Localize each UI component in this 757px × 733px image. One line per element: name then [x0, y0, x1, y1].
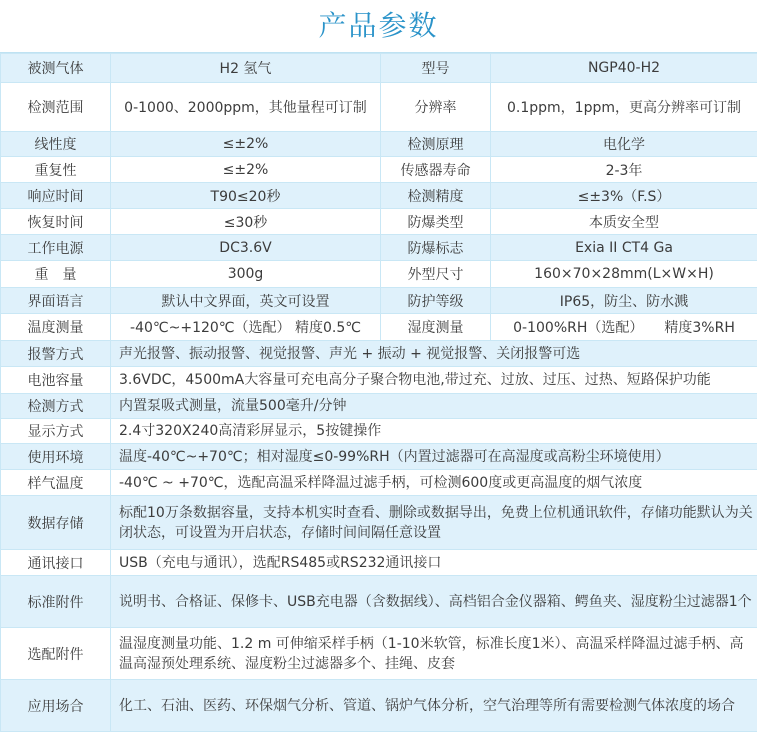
table-row — [1, 444, 757, 470]
table-row — [1, 157, 757, 183]
param-value: 0-100%RH（选配） 精度3%RH — [491, 314, 757, 341]
param-value: ≤±2% — [111, 157, 381, 183]
param-label: 型号 — [381, 54, 491, 83]
param-value: H2 氢气 — [111, 54, 381, 83]
param-label: 检测方式 — [1, 394, 111, 419]
param-label: 防爆标志 — [381, 235, 491, 261]
param-value: 化工、石油、医药、环保烟气分析、管道、锅炉气体分析，空气治理等所有需要检测气体浓度的场合 — [111, 680, 757, 732]
param-value: DC3.6V — [111, 235, 381, 261]
param-value: 0.1ppm，1ppm，更高分辨率可订制 — [491, 83, 757, 132]
param-value: Exia II CT4 Ga — [491, 235, 757, 261]
param-value: 160×70×28mm(L×W×H) — [491, 261, 757, 288]
param-label: 检测范围 — [1, 83, 111, 132]
param-label: 通讯接口 — [1, 550, 111, 576]
param-label: 样气温度 — [1, 470, 111, 496]
table-row — [1, 314, 757, 341]
param-value: USB（充电与通讯），选配RS485或RS232通讯接口 — [111, 550, 757, 576]
table-row — [1, 83, 757, 132]
param-label: 恢复时间 — [1, 209, 111, 235]
params-table — [0, 53, 757, 732]
param-label: 外型尺寸 — [381, 261, 491, 288]
param-label: 温度测量 — [1, 314, 111, 341]
table-row — [1, 470, 757, 496]
param-label: 防护等级 — [381, 288, 491, 314]
param-label: 重 量 — [1, 261, 111, 288]
param-value: 300g — [111, 261, 381, 288]
table-row — [1, 394, 757, 419]
table-row — [1, 419, 757, 444]
table-row — [1, 235, 757, 261]
param-label: 显示方式 — [1, 419, 111, 444]
param-value: 声光报警、振动报警、视觉报警、声光 + 振动 + 视觉报警、关闭报警可选 — [111, 341, 757, 367]
param-value: 0-1000、2000ppm，其他量程可订制 — [111, 83, 381, 132]
param-value: NGP40-H2 — [491, 54, 757, 83]
param-value: 本质安全型 — [491, 209, 757, 235]
table-row — [1, 576, 757, 628]
param-label: 标准附件 — [1, 576, 111, 628]
table-row — [1, 496, 757, 550]
param-value: 温度-40℃~+70℃；相对湿度≤0-99%RH（内置过滤器可在高湿度或高粉尘环境使用） — [111, 444, 757, 470]
table-row — [1, 132, 757, 157]
table-row — [1, 261, 757, 288]
param-value: -40℃~+120℃（选配） 精度0.5℃ — [111, 314, 381, 341]
table-row — [1, 288, 757, 314]
table-row — [1, 367, 757, 394]
param-label: 数据存储 — [1, 496, 111, 550]
param-label: 传感器寿命 — [381, 157, 491, 183]
param-value: 标配10万条数据容量，支持本机实时查看、删除或数据导出，免费上位机通讯软件，存储功能默认为关闭状态，可设置为开启状态，存储时间间隔任意设置 — [111, 496, 757, 550]
table-row — [1, 628, 757, 680]
param-value: 2-3年 — [491, 157, 757, 183]
page-title: 产品参数 — [0, 0, 757, 53]
table-row — [1, 54, 757, 83]
param-label: 检测精度 — [381, 183, 491, 209]
param-label: 使用环境 — [1, 444, 111, 470]
param-label: 重复性 — [1, 157, 111, 183]
param-value: ≤±3%（F.S） — [491, 183, 757, 209]
param-label: 工作电源 — [1, 235, 111, 261]
param-value: IP65，防尘、防水溅 — [491, 288, 757, 314]
param-value: 2.4寸320X240高清彩屏显示，5按键操作 — [111, 419, 757, 444]
param-label: 检测原理 — [381, 132, 491, 157]
param-value: ≤±2% — [111, 132, 381, 157]
param-label: 分辨率 — [381, 83, 491, 132]
param-value: 内置泵吸式测量，流量500毫升/分钟 — [111, 394, 757, 419]
param-label: 电池容量 — [1, 367, 111, 394]
param-label: 界面语言 — [1, 288, 111, 314]
param-value: -40℃ ~ +70℃，选配高温采样降温过滤手柄，可检测600度或更高温度的烟气浓度 — [111, 470, 757, 496]
param-label: 选配附件 — [1, 628, 111, 680]
param-label: 湿度测量 — [381, 314, 491, 341]
param-value: 3.6VDC，4500mA大容量可充电高分子聚合物电池,带过充、过放、过压、过热、短路保护功能 — [111, 367, 757, 394]
table-row — [1, 680, 757, 732]
param-value: ≤30秒 — [111, 209, 381, 235]
param-label: 报警方式 — [1, 341, 111, 367]
param-label: 响应时间 — [1, 183, 111, 209]
table-row — [1, 183, 757, 209]
param-value: 温湿度测量功能、1.2 m 可伸缩采样手柄（1-10米软管，标准长度1米）、高温采样降温过滤手柄、高温高湿预处理系统、湿度粉尘过滤器多个、挂绳、皮套 — [111, 628, 757, 680]
param-value: 默认中文界面，英文可设置 — [111, 288, 381, 314]
param-label: 防爆类型 — [381, 209, 491, 235]
param-value: 电化学 — [491, 132, 757, 157]
param-label: 被测气体 — [1, 54, 111, 83]
param-label: 线性度 — [1, 132, 111, 157]
table-row — [1, 550, 757, 576]
param-value: 说明书、合格证、保修卡、USB充电器（含数据线）、高档铝合金仪器箱、鳄鱼夹、湿度粉尘过滤器1个 — [111, 576, 757, 628]
table-row — [1, 209, 757, 235]
param-label: 应用场合 — [1, 680, 111, 732]
param-value: T90≤20秒 — [111, 183, 381, 209]
table-row — [1, 341, 757, 367]
